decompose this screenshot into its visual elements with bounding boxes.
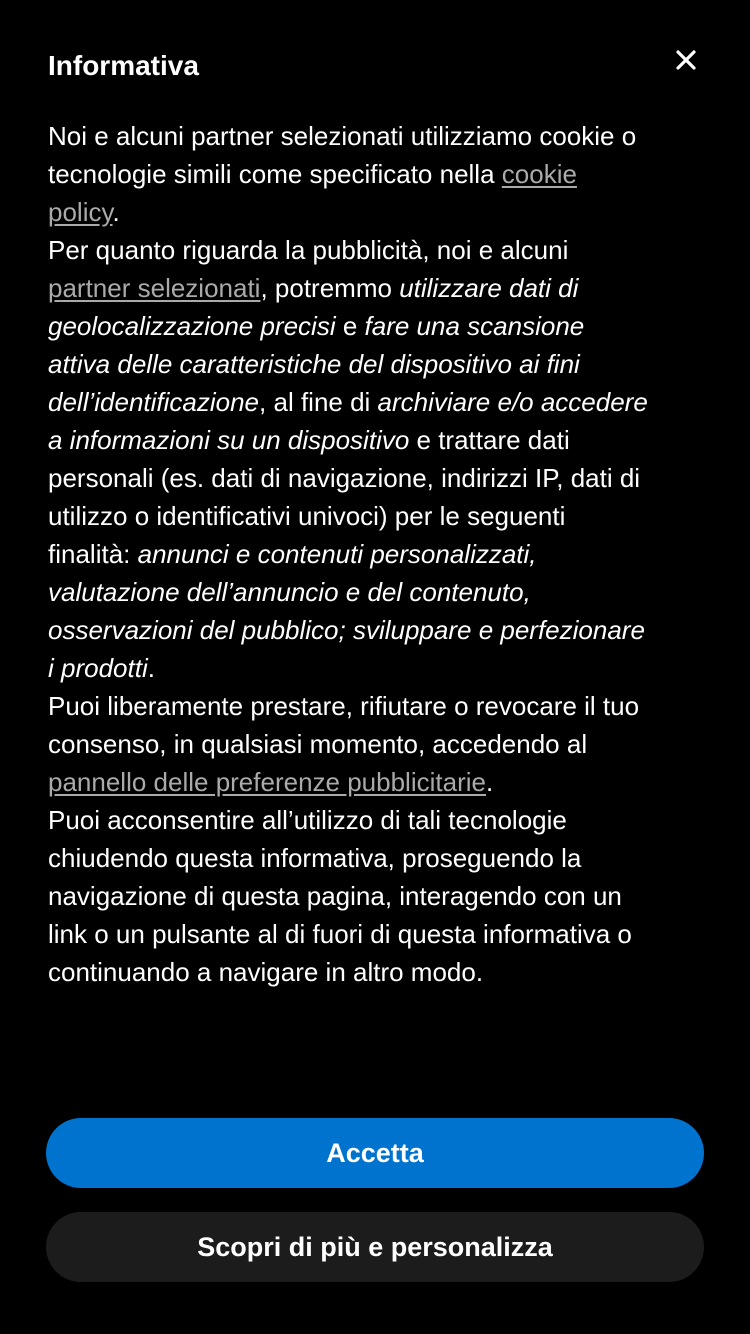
- text-span: e: [335, 311, 365, 341]
- text-span: .: [147, 653, 155, 683]
- text-span: Noi e alcuni partner selezionati utilizziamo cookie o tecnologie simili come specificato nella: [48, 121, 637, 189]
- text-span: Puoi liberamente prestare, rifiutare o revocare il tuo consenso, in qualsiasi momento, accedendo al: [48, 691, 640, 759]
- emphasis-span: utilizzare dati di geolocalizzazione precisi: [48, 273, 579, 341]
- partner-link[interactable]: partner selezionati: [48, 273, 261, 303]
- close-button[interactable]: [664, 38, 708, 82]
- paragraph-implicit-consent: Puoi acconsentire all’utilizzo di tali tecnologie chiudendo questa informativa, proseguendo la navigazione di questa pagina, interagendo con un link o un pulsante al di fuori di questa informativa o continuando a navigare in altro modo.: [48, 805, 632, 987]
- dialog-title: Informativa: [48, 50, 199, 81]
- emphasis-span: archiviare e/o accedere a informazioni su un dispositivo: [48, 387, 648, 455]
- paragraph-consent-revoke: [48, 687, 648, 801]
- text-span: .: [112, 197, 120, 227]
- text-span: , al fine di: [259, 387, 378, 417]
- emphasis-span: fare una scansione attiva delle caratteristiche del dispositivo ai fini dell’identificazione: [48, 311, 585, 417]
- text-span: Per quanto riguarda la pubblicità, noi e alcuni: [48, 235, 569, 265]
- paragraph-cookie-policy: [48, 117, 648, 231]
- close-icon: [675, 49, 697, 71]
- cookie-policy-link[interactable]: cookie policy: [48, 159, 577, 227]
- consent-text: [48, 117, 648, 991]
- ad-preferences-link[interactable]: pannello delle preferenze pubblicitarie: [48, 767, 486, 797]
- accept-button[interactable]: Accetta: [46, 1118, 704, 1188]
- learn-more-customize-button[interactable]: Scopri di più e personalizza: [46, 1212, 704, 1282]
- text-span: e trattare dati personali (es. dati di navigazione, indirizzi IP, dati di utilizzo o identificativi univoci) per le seguenti finalità:: [48, 425, 641, 569]
- emphasis-span: annunci e contenuti personalizzati, valutazione dell’annuncio e del contenuto, osservazioni del pubblico; sviluppare e perfezionare i prodotti: [48, 539, 645, 683]
- text-span: , potremmo: [260, 273, 400, 303]
- paragraph-advertising: [48, 231, 648, 687]
- text-span: .: [485, 767, 494, 797]
